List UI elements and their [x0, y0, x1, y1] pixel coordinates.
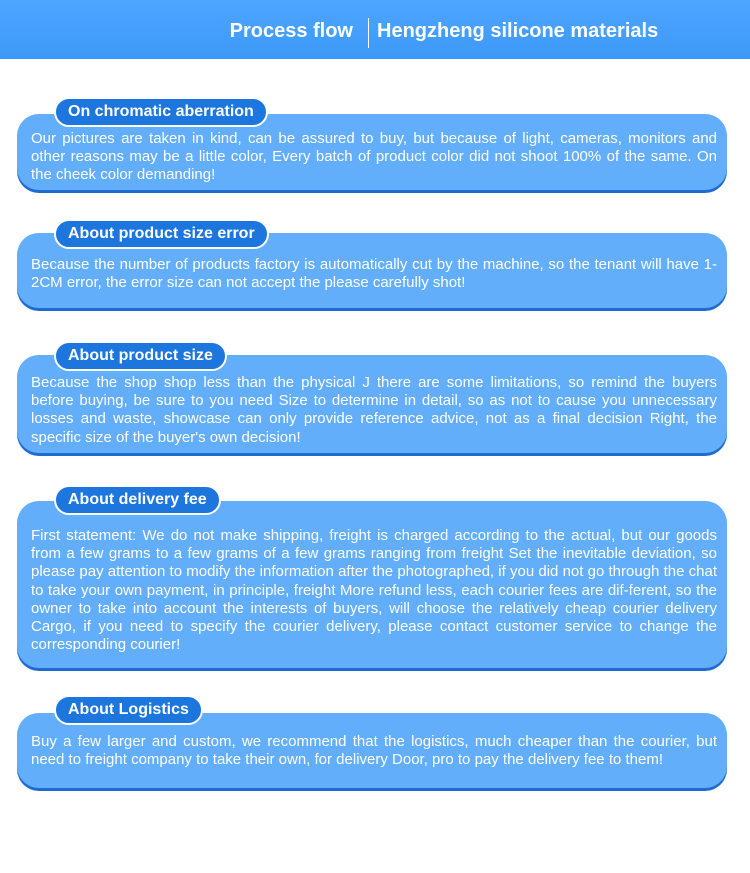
- header-title: Process flow: [229, 20, 353, 42]
- header-banner: [0, 0, 750, 59]
- section-title-size-error: About product size error: [54, 219, 269, 249]
- section-card-delivery-fee: [17, 501, 727, 668]
- section-title-product-size: About product size: [54, 341, 227, 371]
- section-body: Because the shop shop less than the physical J there are some limitations, so remind the buyers before buying, be sure to you need Size to determine in detail, so as not to cause you unnecessary losses and waste, showcase can only provide reference advice, not as a final decision Right, the specific size of the buyer's own decision!: [31, 374, 717, 446]
- section-title-delivery-fee: About delivery fee: [54, 485, 221, 515]
- section-body: First statement: We do not make shipping, freight is charged according to the actual, but our goods from a few grams to a few grams of a few grams ranging from freight Set the inevitable deviation, so please pay attention to modify the information after the photographed, if you did not go through the chat to take your own payment, in principle, freight More refund less, each courier fees are dif-ferent, so the owner to take into account the interests of buyers, will choose the relatively cheap courier delivery Cargo, if you need to specify the courier delivery, please contact customer service to change the corresponding courier!: [31, 527, 717, 654]
- section-body: Buy a few larger and custom, we recommend that the logistics, much cheaper than the courier, but need to freight company to take their own, for delivery Door, pro to pay the delivery fee to them!: [31, 733, 717, 769]
- section-title-chromatic-aberration: On chromatic aberration: [54, 97, 268, 127]
- header-brand: Hengzheng silicone materials: [377, 20, 659, 42]
- section-body: Our pictures are taken in kind, can be assured to buy, but because of light, cameras, monitors and other reasons may be a little color, Every batch of product color did not shoot 100% of the same. On the cheek color demanding!: [31, 130, 717, 184]
- section-body: Because the number of products factory is automatically cut by the machine, so the tenant will have 1-2CM error, the error size can not accept the please carefully shot!: [31, 256, 717, 292]
- header-divider: [368, 18, 369, 48]
- section-title-logistics: About Logistics: [54, 695, 203, 725]
